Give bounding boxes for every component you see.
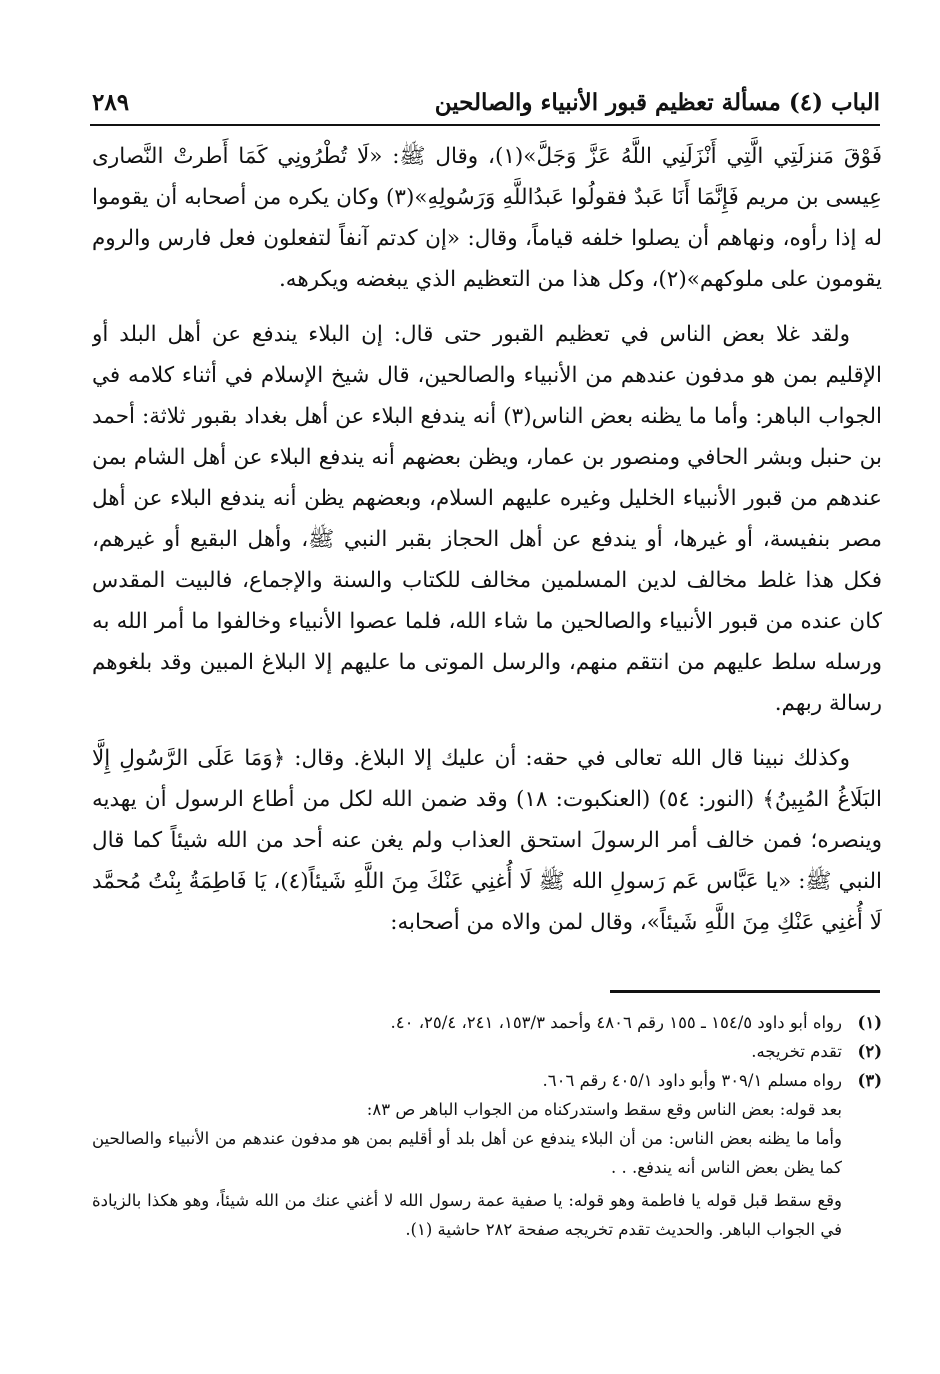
editor-note: بعد قوله: بعض الناس وقع سقط واستدركناه من الجواب الباهر ص ٨٣: [366,1100,842,1119]
footnotes [92,1008,882,1308]
footnote-number: (٣) [857,1071,882,1090]
footnote-number: (١) [857,1013,882,1032]
paragraph: وكذلك نبينا قال الله تعالى في حقه: أن عليك إلا البلاغ. وقال: ﴿وَمَا عَلَى الرَّسُولِ إِلَّا البَلَاغُ المُبِينُ﴾ (النور: ٥٤) (العنكبوت: ١٨) وقد ضمن الله لكل من أطاع الرسول أن يهديه وينصره؛ فمن خالف أمر الرسولَ استحق العذاب ولم يغن عنه أحد من الله شيئاً كما قال النبي ﷺ: «يا عَبَّاس عَم رَسولِ الله ﷺ لَا أُغنِي عَنْكَ مِنَ اللَّهِ شَيئاً(٤)، يَا فَاطِمَةُ بِنْتُ مُحمَّد لَا أُغنِي عَنْكِ مِنَ اللَّهِ شَيئاً»، وقال لمن والاه من أصحابه: [92,746,882,935]
footnote [92,1066,882,1095]
running-header [92,82,880,122]
editor-note: وقع سقط قبل قوله يا فاطمة وهو قوله: يا صفية عمة رسول الله لا أغني عنك من الله شيئاً، وهو هكذا بالزيادة في الجواب الباهر. والحديث تقدم تخريجه صفحة ٢٨٢ حاشية (١). [92,1191,842,1239]
footnote-text: رواه مسلم ٣٠٩/١ وأبو داود ٤٠٥/١ رقم ٦٠٦. [542,1071,842,1090]
footnote-text: تقدم تخريجه. [751,1042,842,1061]
footnote [92,1008,882,1037]
page-number: ٢٨٩ [92,88,130,116]
paragraph: فَوْقَ مَنزلَتِي الَّتِي أَنْزَلَنِي اللَّهُ عَزَّ وَجَلَّ»(١)، وقال ﷺ: «لَا تُطْرُونِي كَمَا أَطرتْ النَّصارى عِيسى بن مريم فَإِنَّمَا أَنَا عَبدٌ فقولُوا عَبدُاللَّهِ وَرَسُولِهِ»(٣) وكان يكره من أصحابه أن يقوموا له إذا رأوه، ونهاهم أن يصلوا خلفه قياماً، وقال: «إن كدتم آنفاً لتفعلون فعل فارس والروم يقومون على ملوكهم»(٢)، وكل هذا من التعظيم الذي يبغضه ويكرهه. [92,144,882,292]
main-text [92,136,882,956]
footnote-number: (٢) [857,1042,882,1061]
header-rule [90,124,880,126]
paragraph: ولقد غلا بعض الناس في تعظيم القبور حتى قال: إن البلاء يندفع عن أهل البلد أو الإقليم بمن هو مدفون عندهم من الأنبياء والصالحين، قال شيخ الإسلام في أثناء كلامه في الجواب الباهر: وأما ما يظنه بعض الناس(٣) أنه يندفع البلاء عن أهل بغداد بقبور ثلاثة: أحمد بن حنبل وبشر الحافي ومنصور بن عمار، ويظن بعضهم أنه يندفع البلاء عن أهل الشام بمن عندهم من قبور الأنبياء الخليل وغيره عليهم السلام، وبعضهم يظن أنه يندفع البلاء عن أهل مصر بنفيسة، أو غيرها، أو يندفع عن أهل الحجاز بقبر النبي ﷺ، وأهل البقيع أو غيرهم، فكل هذا غلط مخالف لدين المسلمين مخالف للكتاب والسنة والإجماع، فالبيت المقدس كان عنده من قبور الأنبياء والصالحين ما شاء الله، فلما عصوا الأنبياء وخالفوا ما أمر الله به ورسله سلط عليهم من انتقم منهم، والرسل الموتى ما عليهم إلا البلاغ المبين وقد بلغوهم رسالة ربهم. [92,322,882,716]
chapter-title: الباب (٤) مسألة تعظيم قبور الأنبياء والصالحين [434,88,880,116]
footnote [92,1037,882,1066]
footnote-text: رواه أبو داود ١٥٤/٥ ـ ١٥٥ رقم ٤٨٠٦ وأحمد ١٥٣/٣، ٢٤١، ٢٥/٤، ٤٠. [390,1013,842,1032]
footnote-separator [610,990,880,993]
editor-note: وأما ما يظنه بعض الناس: من أن البلاء يندفع عن أهل بلد أو أقليم بمن هو مدفون عندهم من الأنبياء والصالحين كما يظن بعض الناس أنه يندفع. . . [92,1129,842,1177]
